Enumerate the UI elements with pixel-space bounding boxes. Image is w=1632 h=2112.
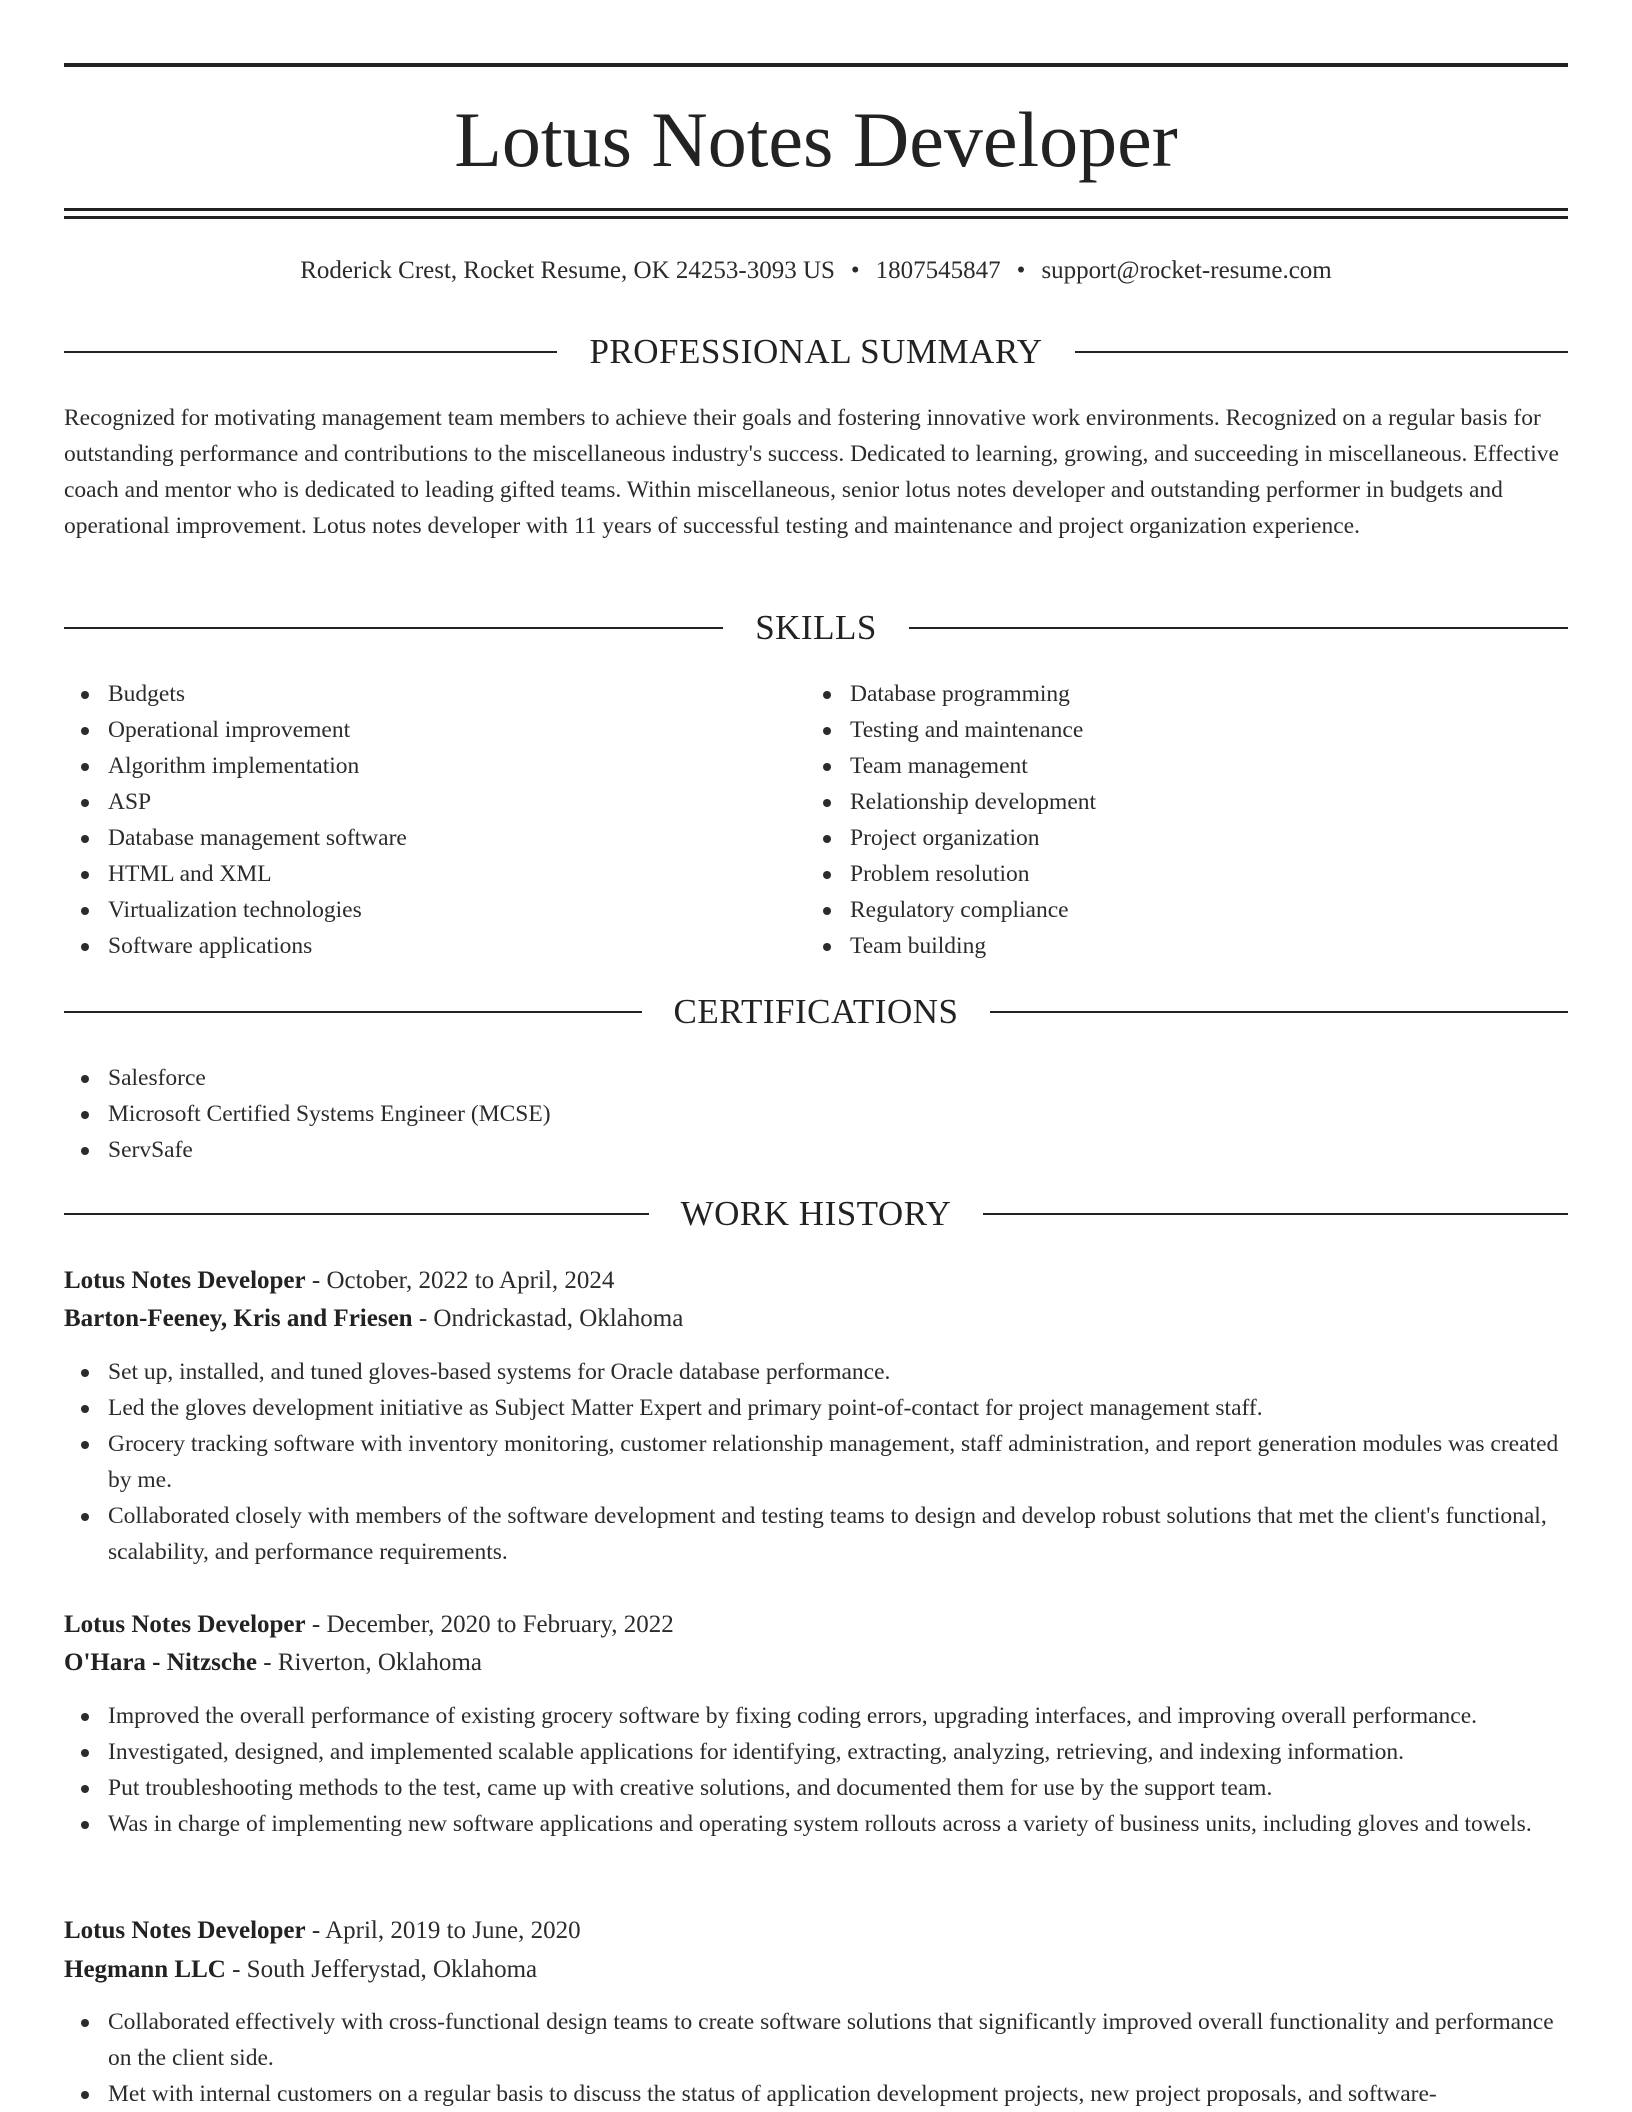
job-title-line xyxy=(64,1262,1568,1300)
job-title: Lotus Notes Developer xyxy=(64,1267,306,1294)
skills-list-right xyxy=(806,676,1566,964)
job-company: Barton-Feeney, Kris and Friesen xyxy=(64,1305,413,1332)
section-heading-label: SKILLS xyxy=(755,608,877,647)
job-location: Ondrickastad, Oklahoma xyxy=(433,1305,684,1332)
job-dash: - xyxy=(305,1917,326,1944)
section-heading-work-history xyxy=(64,1192,1568,1236)
certification-item: ServSafe xyxy=(64,1132,1568,1168)
certification-item: Microsoft Certified Systems Engineer (MCSE) xyxy=(64,1096,1568,1132)
job-location: Riverton, Oklahoma xyxy=(277,1649,482,1676)
section-heading-summary xyxy=(64,330,1568,374)
section-heading-certifications xyxy=(64,990,1568,1034)
certifications-list xyxy=(64,1060,1568,1168)
section-heading-label: WORK HISTORY xyxy=(680,1194,952,1233)
skill-item: HTML and XML xyxy=(64,856,804,892)
summary-text: Recognized for motivating management team members to achieve their goals and fostering innovative work environments. Recognized on a regular basis for outstanding performance and contributions to the miscellaneous industry's success. Dedicated to learning, growing, and succeeding in miscellaneous. Effective coach and mentor who is dedicated to leading gifted teams. Within miscellaneous, senior lotus notes developer and outstanding performer in budgets and operational improvement. Lotus notes developer with 11 years of successful testing and maintenance and project organization experience. xyxy=(64,405,1559,539)
heading-rule xyxy=(983,1213,1568,1215)
job-bullet: Set up, installed, and tuned gloves-based systems for Oracle database performance. xyxy=(64,1354,1568,1390)
job-bullet: Grocery tracking software with inventory monitoring, customer relationship management, staff administration, and report generation modules was created by me. xyxy=(64,1426,1568,1498)
heading-rule xyxy=(64,1011,642,1013)
skill-item: Algorithm implementation xyxy=(64,748,804,784)
job-bullet: Led the gloves development initiative as Subject Matter Expert and primary point-of-contact for project management staff. xyxy=(64,1390,1568,1426)
job-dash: - xyxy=(257,1649,278,1676)
job-location: South Jefferystad, Oklahoma xyxy=(246,1956,538,1983)
skill-item: Project organization xyxy=(806,820,1566,856)
job-bullet: Investigated, designed, and implemented scalable applications for identifying, extracting, analyzing, retrieving, and indexing information. xyxy=(64,1734,1568,1770)
contact-phone: 1807545847 xyxy=(875,257,1001,284)
section-heading-label: PROFESSIONAL SUMMARY xyxy=(589,332,1043,371)
heading-rule xyxy=(990,1011,1568,1013)
skill-item: Database programming xyxy=(806,676,1566,712)
job-dates: April, 2019 to June, 2020 xyxy=(325,1917,581,1944)
job-company: O'Hara - Nitzsche xyxy=(64,1649,258,1676)
job-bullet: Was in charge of implementing new software applications and operating system rollouts across a variety of business units, including gloves and towels. xyxy=(64,1806,1568,1842)
job-dates: October, 2022 to April, 2024 xyxy=(326,1267,615,1294)
job-company: Hegmann LLC xyxy=(64,1956,226,1983)
job-dash: - xyxy=(305,1267,327,1294)
section-heading-label: CERTIFICATIONS xyxy=(673,992,959,1031)
contact-address: Roderick Crest, Rocket Resume, OK 24253-3093 US xyxy=(300,257,835,284)
job-dash: - xyxy=(225,1956,247,1983)
contact-separator: • xyxy=(850,257,860,284)
skill-item: ASP xyxy=(64,784,804,820)
job-title-line xyxy=(64,1606,1568,1644)
title-rule-upper xyxy=(64,208,1568,211)
heading-rule xyxy=(1075,351,1568,353)
heading-rule xyxy=(64,627,723,629)
job-title: Lotus Notes Developer xyxy=(64,1917,306,1944)
job-title: Lotus Notes Developer xyxy=(64,1611,306,1638)
certification-item: Salesforce xyxy=(64,1060,1568,1096)
skill-item: Testing and maintenance xyxy=(806,712,1566,748)
job-bullets xyxy=(64,2004,1568,2112)
job-bullet: Met with internal customers on a regular basis to discuss the status of application development projects, new project proposals, and software- xyxy=(64,2076,1568,2112)
title-rule-lower xyxy=(64,216,1568,219)
job-dash: - xyxy=(412,1305,434,1332)
top-rule xyxy=(64,63,1568,67)
job-bullet: Improved the overall performance of existing grocery software by fixing coding errors, upgrading interfaces, and improving overall performance. xyxy=(64,1698,1568,1734)
job-company-line xyxy=(64,1951,1568,1989)
heading-rule xyxy=(909,627,1568,629)
section-heading-skills xyxy=(64,606,1568,650)
heading-rule xyxy=(64,1213,649,1215)
job-company-line xyxy=(64,1644,1568,1682)
job-bullet: Collaborated effectively with cross-functional design teams to create software solutions that significantly improved overall functionality and performance on the client side. xyxy=(64,2004,1568,2076)
job-bullets xyxy=(64,1354,1568,1570)
job-title-line xyxy=(64,1912,1568,1950)
skills-list-left xyxy=(64,676,804,964)
skill-item: Database management software xyxy=(64,820,804,856)
job-bullets xyxy=(64,1698,1568,1842)
skill-item: Software applications xyxy=(64,928,804,964)
resume-title: Lotus Notes Developer xyxy=(454,96,1178,183)
skill-item: Team management xyxy=(806,748,1566,784)
skill-item: Budgets xyxy=(64,676,804,712)
skill-item: Relationship development xyxy=(806,784,1566,820)
skill-item: Problem resolution xyxy=(806,856,1566,892)
skill-item: Team building xyxy=(806,928,1566,964)
contact-line xyxy=(64,254,1568,288)
heading-rule xyxy=(64,351,557,353)
skill-item: Operational improvement xyxy=(64,712,804,748)
job-company-line xyxy=(64,1300,1568,1338)
job-bullet: Put troubleshooting methods to the test, came up with creative solutions, and documented them for use by the support team. xyxy=(64,1770,1568,1806)
skill-item: Virtualization technologies xyxy=(64,892,804,928)
skill-item: Regulatory compliance xyxy=(806,892,1566,928)
job-dates: December, 2020 to February, 2022 xyxy=(326,1611,674,1638)
job-dash: - xyxy=(305,1611,327,1638)
contact-separator: • xyxy=(1016,257,1026,284)
job-bullet: Collaborated closely with members of the software development and testing teams to design and develop robust solutions that met the client's functional, scalability, and performance requirements. xyxy=(64,1498,1568,1570)
contact-email: support@rocket-resume.com xyxy=(1041,257,1332,284)
